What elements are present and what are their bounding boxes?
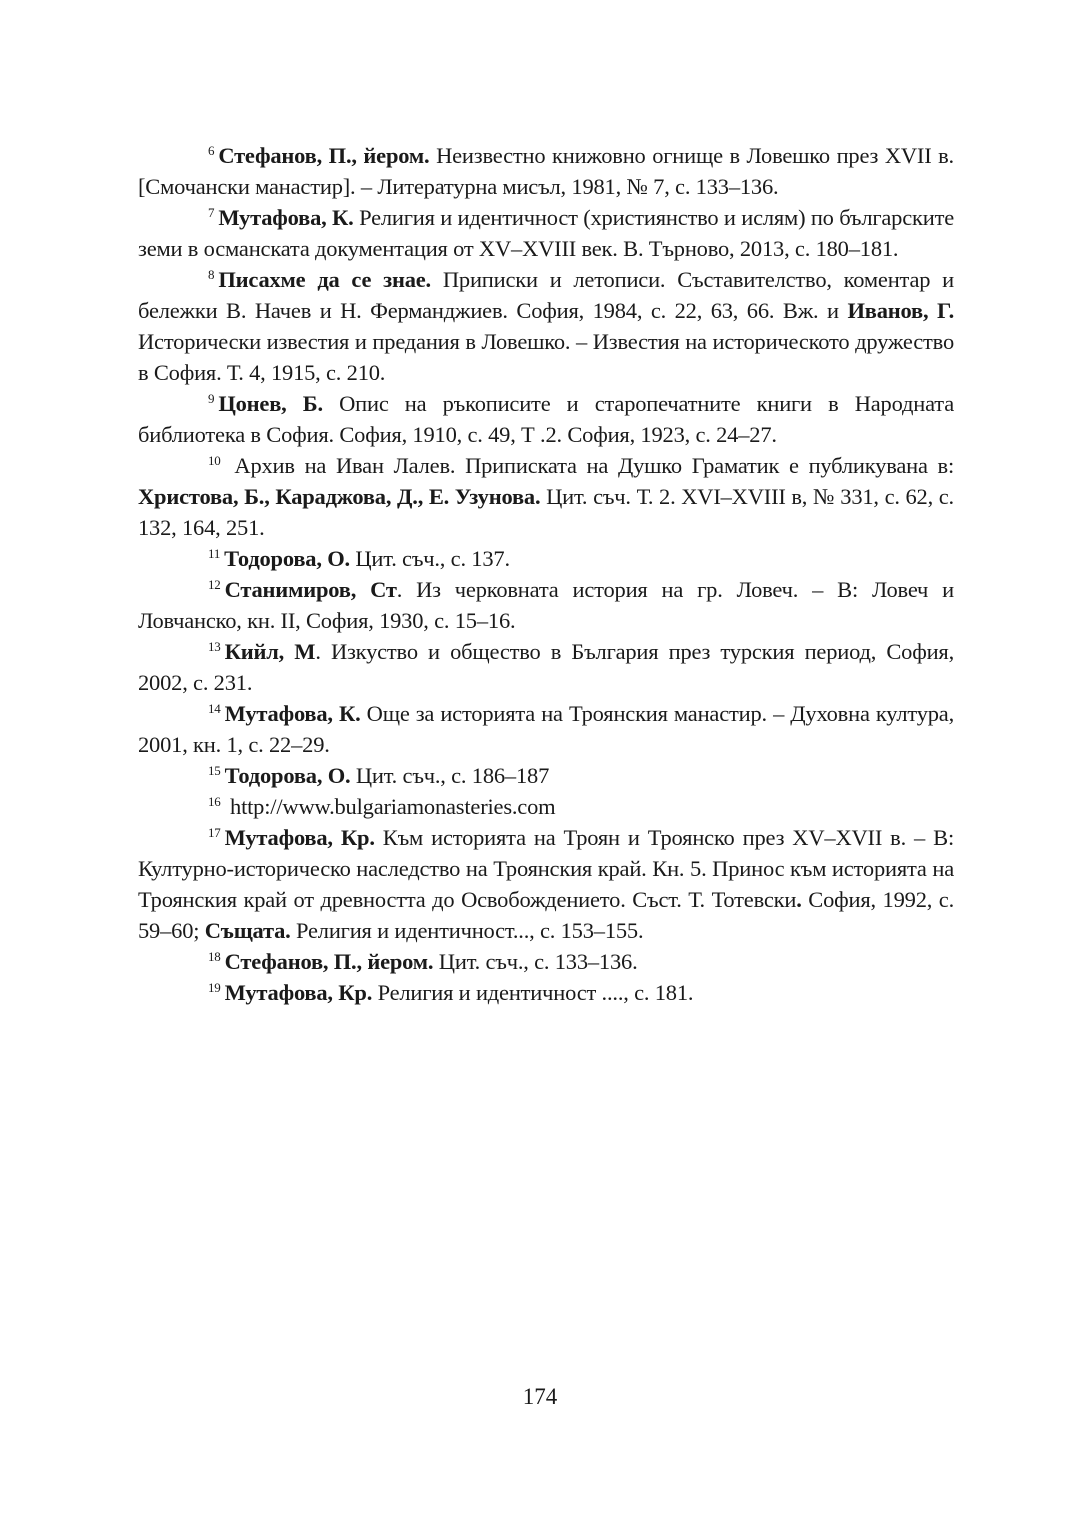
footnote-10 [138,450,954,543]
footnote-author: Цонев, Б. [218,391,323,416]
footnote-number: 7 [208,205,215,220]
footnote-15 [138,760,954,791]
footnote-number: 19 [208,980,221,995]
footnote-number: 13 [208,639,221,654]
footnote-number: 17 [208,825,221,840]
footnote-text: София, 1992, с. 59–60; [138,887,955,943]
footnote-author: Станимиров, Ст [224,577,397,602]
footnote-9 [138,388,954,450]
footnote-text: Религия и идентичност..., с. 153–155. [290,918,644,943]
footnote-16 [138,791,954,822]
footnote-url: http://www.bulgariamonasteries.com [224,794,556,819]
footnote-author: Мутафова, К. [224,701,361,726]
footnote-text: Към историята на Троян и Троянско през XV–XVII в. – В: Културно-историческо наследство на Троянския край. Кн. 5. Принос към историята на Троянския край от древността до Освобождението. Съст. Т. Тотевски [138,825,954,912]
footnote-number: 14 [208,701,221,716]
footnote-14 [138,698,954,760]
footnote-text: Архив на Иван Лалев. Приписката на Душко Граматик е публикувана в: [224,453,954,478]
footnote-number: 12 [208,577,221,592]
footnote-text: Религия и идентичност ...., с. 181. [372,980,694,1005]
footnote-text: Цит. съч., с. 137. [349,546,510,571]
footnote-number: 11 [208,546,221,561]
footnote-number: 8 [208,267,215,282]
footnote-13 [138,636,954,698]
page-number: 174 [522,1384,558,1409]
footnote-number: 6 [208,143,215,158]
footnote-author: Мутафова, Кр. [224,980,373,1005]
footnote-6 [138,140,954,202]
footnote-8 [138,264,954,388]
footnote-title: Писахме да се знае. [218,267,431,292]
footnote-author: Тодорова, О. [224,546,350,571]
footnotes-block [138,140,954,1008]
footnote-17 [138,822,954,946]
footnote-19 [138,977,954,1008]
footnote-text: . Изкуство и общество в България през турския период, София, 2002, с. 231. [138,639,954,695]
footnote-number: 15 [208,763,221,778]
footnote-author: Мутафова, Кр. [224,825,375,850]
footnote-text: Цит. съч., с. 133–136. [433,949,638,974]
footnote-12 [138,574,954,636]
footnote-author: Христова, Б., Караджова, Д., Е. Узунова. [138,484,541,509]
footnote-author: Кийл, М [224,639,316,664]
footnote-text: Още за историята на Троянския манастир. – Духовна култура, 2001, кн. 1, с. 22–29. [138,701,955,757]
footnote-number: 10 [208,453,221,468]
footnote-text: Опис на ръкописите и старопечатните книги в Народната библиотека в София. София, 1910, с. 49, Т .2. София, 1923, с. 24–27. [138,391,954,447]
footnote-number: 16 [208,794,221,809]
footnote-text: Цит. съч. Т. 2. XVI–XVIII в, № 331, с. 62, с. 132, 164, 251. [138,484,954,540]
footnote-text: Цит. съч., с. 186–187 [350,763,550,788]
footnote-author: Иванов, Г. [847,298,954,323]
footnote-author: Същата. [204,918,291,943]
footnote-bold-period: . [796,887,802,912]
footnote-text: Исторически известия и предания в Ловешко. – Известия на историческото дружество в София. Т. 4, 1915, с. 210. [138,329,954,385]
footnote-author: Тодорова, О. [224,763,351,788]
footnote-number: 18 [208,949,221,964]
footnote-text: Приписки и летописи. Съставителство, коментар и бележки В. Начев и Н. Ферманджиев. София, 1984, с. 22, 63, 66. Вж. и [138,267,954,323]
footnote-11 [138,543,954,574]
footnote-text: Религия и идентичност (християнство и ислям) по българските земи в османската документация от XV–XVIII век. В. Търново, 2013, с. 180–181. [138,205,955,261]
footnote-author: Мутафова, К. [218,205,354,230]
footnote-author: Стефанов, П., йером. [218,143,430,168]
footnote-author: Стефанов, П., йером. [224,949,434,974]
footnote-text: . Из черковната история на гр. Ловеч. – В: Ловеч и Ловчанско, кн. II, София, 1930, с. 15–16. [138,577,954,633]
footnote-number: 9 [208,391,215,406]
footnote-text: Неизвестно книжовно огнище в Ловешко през XVII в. [Смочански манастир]. – Литературна мисъл, 1981, № 7, с. 133–136. [138,143,954,199]
footnote-18 [138,946,954,977]
footnote-7 [138,202,954,264]
